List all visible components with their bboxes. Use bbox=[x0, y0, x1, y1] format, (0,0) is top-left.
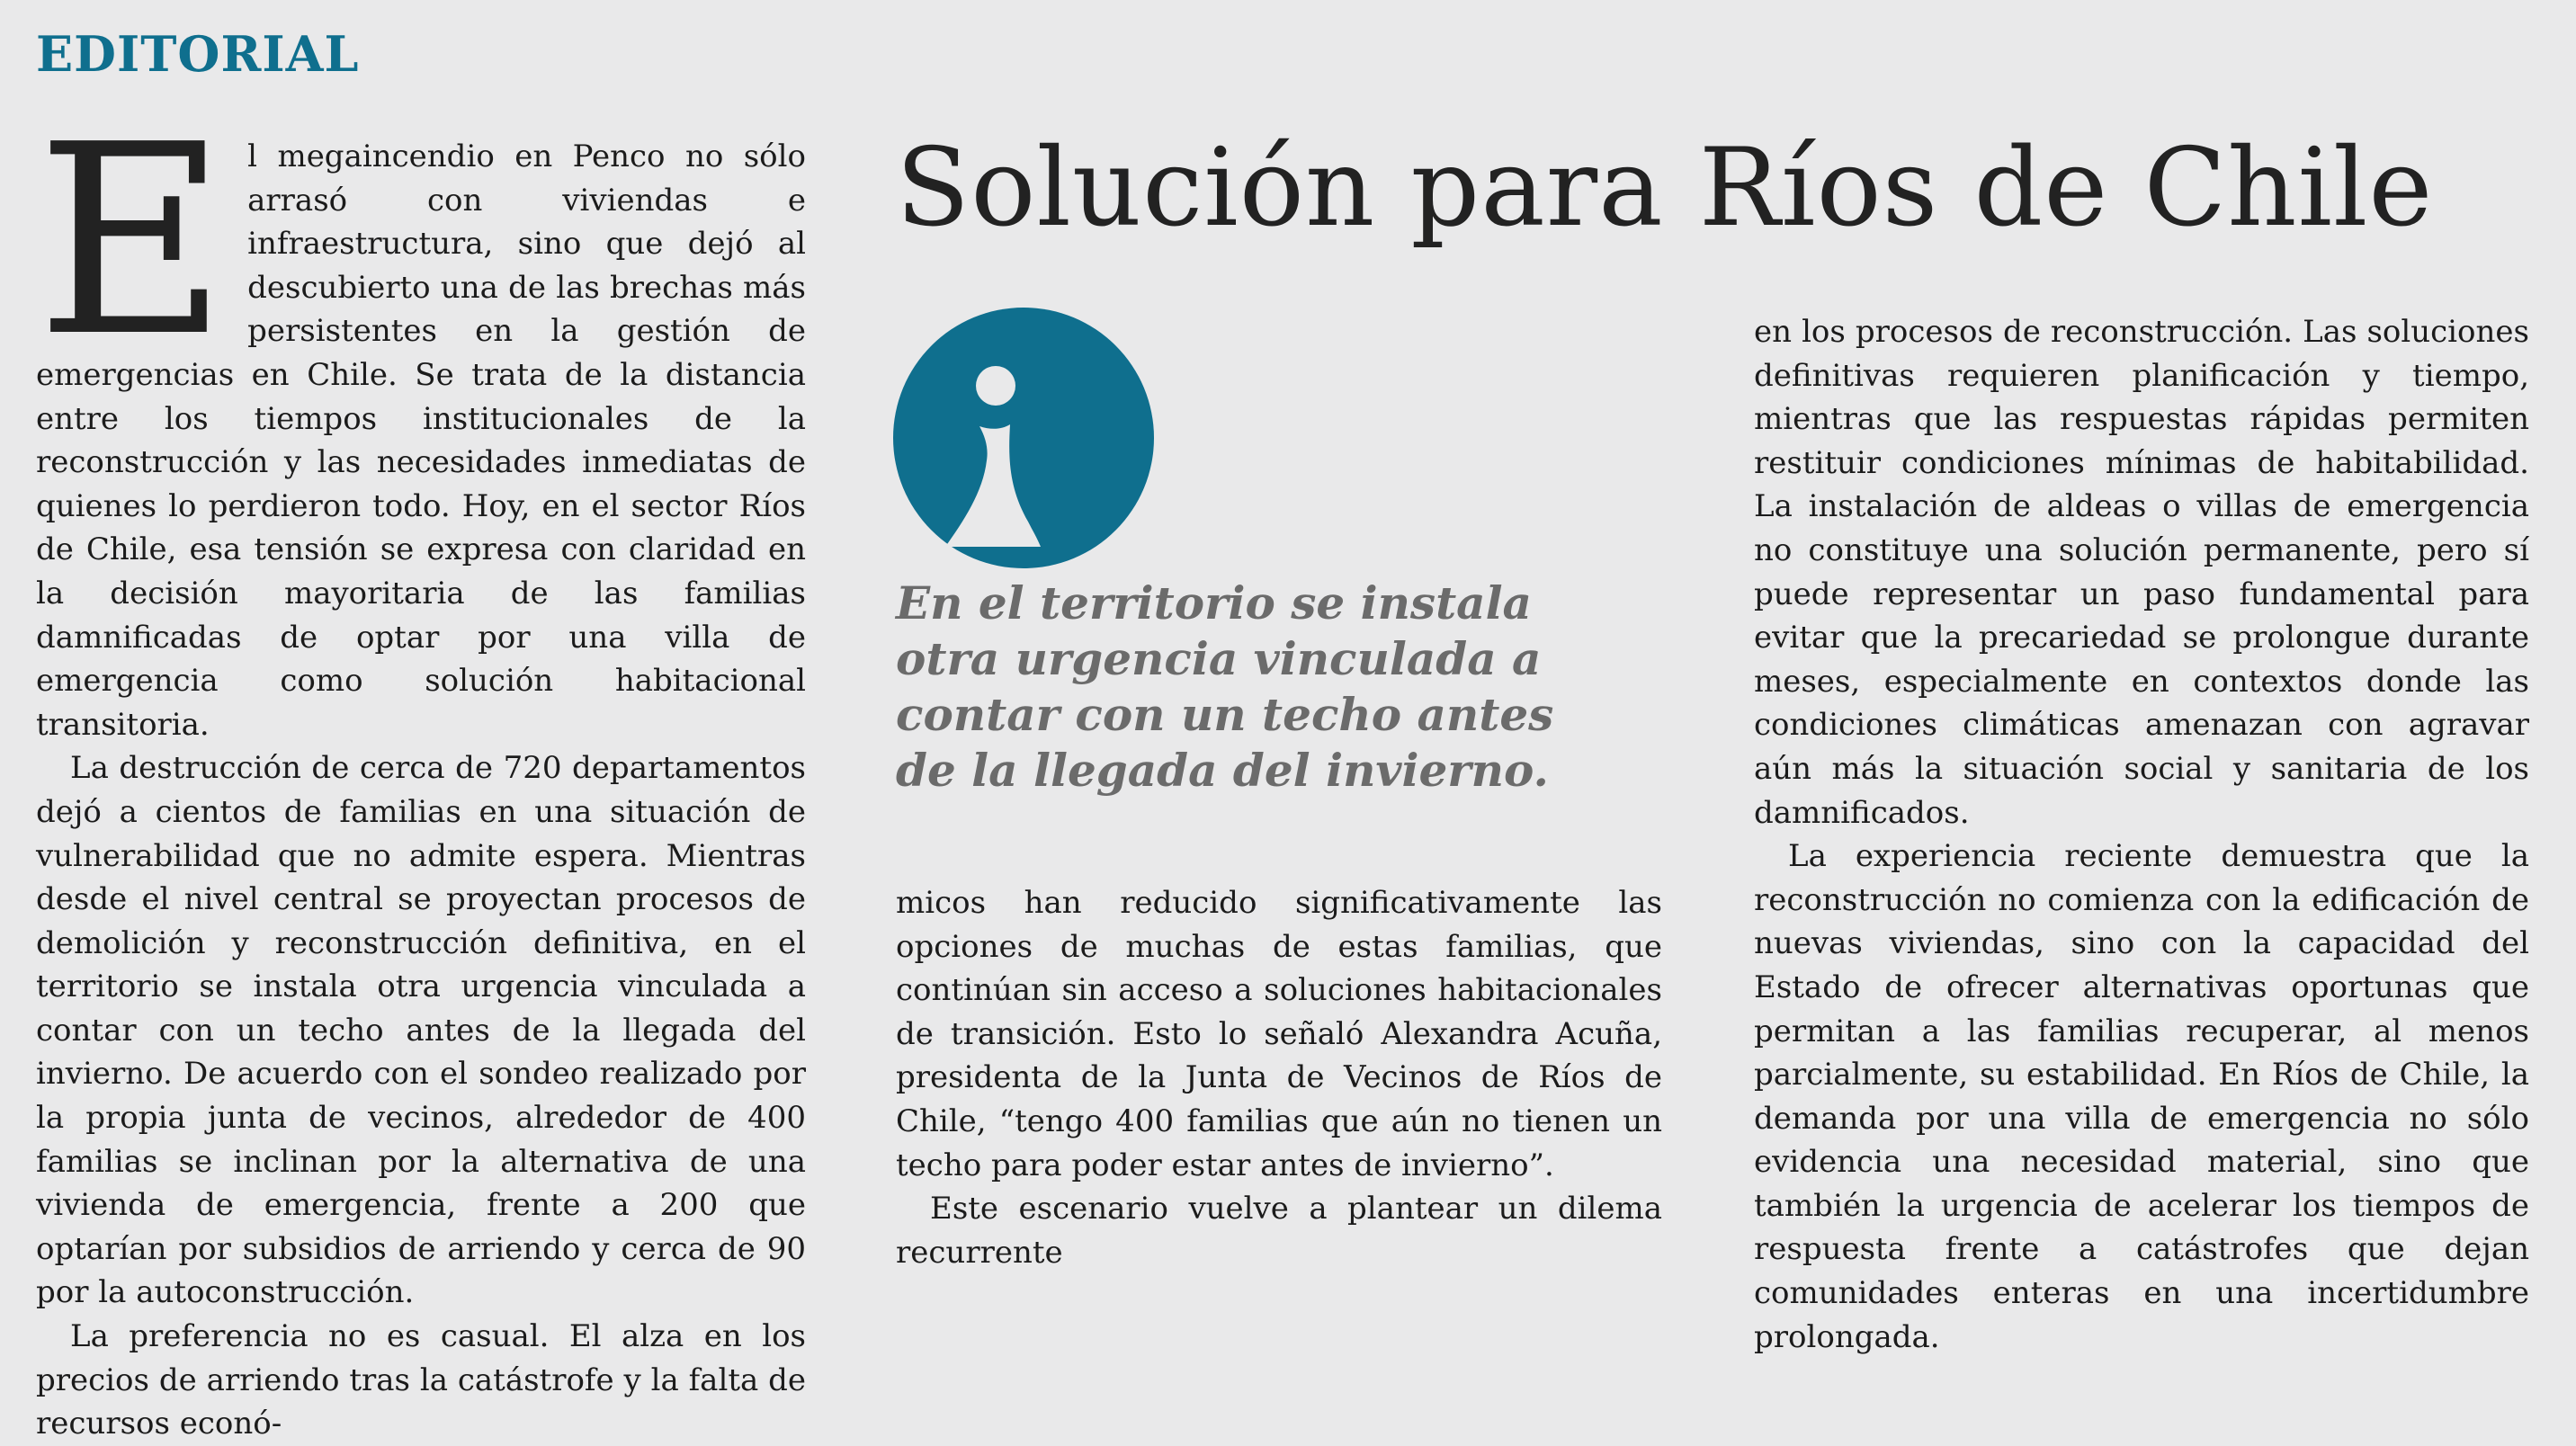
paragraph: La destrucción de cerca de 720 departamentos dejó a cientos de familias en una situación de vulnerabilidad que no admite espera. Mientras desde el nivel central se proyectan procesos de demolición y reconstrucción definitiva, en el territorio se instala otra urgencia vinculada a contar con un techo antes de la llegada del invierno. De acuerdo con el sondeo realizado por la propia junta de vecinos, alrededor de 400 familias se inclinan por la alternativa de una vivienda de emergencia, frente a 200 que optarían por subsidios de arriendo y cerca de 90 por la autoconstrucción. bbox=[36, 750, 806, 1311]
paragraph: Este escenario vuelve a plantear un dilema recurrente bbox=[896, 1191, 1662, 1271]
paragraph: l megaincendio en Penco no sólo arrasó con viviendas e infraestructura, sino que dejó al descubierto una de las brechas más persistentes en la gestión de emergencias en Chile. Se trata de la distancia entre los tiempos institucionales de la reconstrucción y las necesidades inmediatas de quienes lo perdieron todo. Hoy, en el sector Ríos de Chile, esa tensión se expresa con claridad en la decisión mayoritaria de las familias damnificadas de optar por una villa de emergencia como solución habitacional transitoria. bbox=[36, 138, 806, 743]
column-2 bbox=[896, 881, 1662, 1274]
info-icon bbox=[893, 308, 1154, 568]
paragraph: La experiencia reciente demuestra que la reconstrucción no comienza con la edificación de nuevas viviendas, sino con la capacidad del Estado de ofrecer alternativas oportunas que permitan a las familias recuperar, al menos parcialmente, su estabilidad. En Ríos de Chile, la demanda por una villa de emergencia no sólo evidencia una necesidad material, sino que también la urgencia de acelerar los tiempos de respuesta frente a catástrofes que dejan comunidades enteras en una incertidumbre prolongada. bbox=[1754, 838, 2529, 1355]
paragraph: en los procesos de reconstrucción. Las soluciones definitivas requieren planificación y tiempo, mientras que las respuestas rápidas permiten restituir condiciones mínimas de habitabilidad. La instalación de aldeas o villas de emergencia no constituye una solución permanente, pero sí puede representar un paso fundamental para evitar que la precariedad se prolongue durante meses, especialmente en contextos donde las condiciones climáticas amenazan con agravar aún más la situación social y sanitaria de los damnificados. bbox=[1754, 314, 2529, 831]
headline: Solución para Ríos de Chile bbox=[896, 126, 2434, 251]
column-3 bbox=[1754, 310, 2529, 1359]
column-1 bbox=[36, 88, 806, 1446]
section-label: EDITORIAL bbox=[36, 25, 360, 83]
paragraph: La preferencia no es casual. El alza en los precios de arriendo tras la catástrofe y la falta de recursos econó- bbox=[36, 1318, 806, 1442]
paragraph: micos han reducido significativamente las opciones de muchas de estas familias, que continúan sin acceso a soluciones habitacionales de transición. Esto lo señaló Alexandra Acuña, presidenta de la Junta de Vecinos de Ríos de Chile, “tengo 400 familias que aún no tienen un techo para poder estar antes de invierno”. bbox=[896, 885, 1662, 1183]
dropcap: E bbox=[36, 88, 228, 394]
pullquote: En el territorio se instala otra urgencia vinculada a contar con un techo antes de la llegada del invierno. bbox=[896, 576, 1554, 797]
